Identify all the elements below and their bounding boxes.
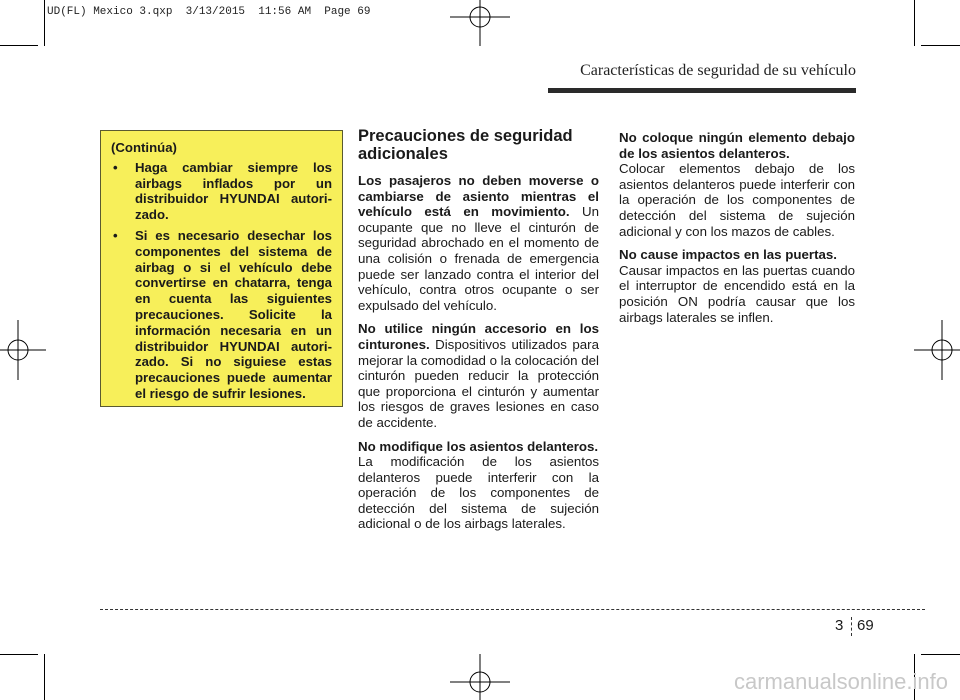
page-number: 69: [857, 617, 874, 634]
paragraph: No modifique los asientos delanteros. La modificación de los asientos delanteros puede interferir con la operación de los componentes de detección del sistema de sujeción adicional o de los airbags laterales.: [358, 438, 599, 532]
crop-mark-br-h: [921, 654, 960, 655]
registration-mark-top-icon: [450, 0, 510, 46]
print-slug: UD(FL) Mexico 3.qxp 3/13/2015 11:56 AM Page 69: [47, 6, 371, 18]
crop-mark-tr-v: [914, 0, 915, 46]
registration-mark-right-icon: [914, 320, 960, 380]
footer-rule: [100, 609, 925, 610]
section-title: Características de seguridad de su vehículo: [580, 62, 856, 79]
warning-callout: [100, 130, 343, 407]
watermark: carmanualsonline.info: [733, 669, 948, 694]
crop-mark-bl-h: [0, 654, 38, 655]
registration-mark-bottom-icon: [450, 654, 510, 700]
registration-mark-left-icon: [0, 320, 46, 380]
page-number-separator: [851, 617, 852, 636]
paragraph: No coloque ningún elemento debajo de los asientos delanteros. Colocar elementos debajo de los asientos delanteros puede interferir con la operación de los componentes de detección del sistema de sujeción adicional y con los mazos de cables.: [619, 130, 855, 239]
chapter-number: 3: [835, 617, 844, 634]
callout-continued-label: (Continúa): [111, 140, 177, 155]
crop-mark-tr-h: [921, 45, 960, 46]
paragraph: Los pasajeros no deben moverse o cambiarse de asiento mientras el vehículo está en movimiento. Un ocupante que no lleve el cinturón de seguridad abrochado en el momento de una colisión o frenada de emergencia puede ser lanzado contra el interior del vehículo, contra otros ocupante o ser expulsado del vehículo.: [358, 173, 599, 313]
paragraph: No utilice ningún accesorio en los cinturones. Dispositivos utilizados para mejorar la comodidad o la colocación del cinturón pueden reducir la protección que proporciona el cinturón y aumentar los riesgos de graves lesiones en caso de accidente.: [358, 321, 599, 430]
callout-item: • Si es necesario desechar los componentes del sistema de airbag o si el vehículo debe convertirse en chatarra, tenga en cuenta las siguientes precauciones. Solicite la información necesaria en un distribuidor HYUNDAI autori-zado. Si no siguiese estas precauciones puede aumentar el riesgo de sufrir lesiones.: [113, 227, 332, 401]
bullet-icon: •: [113, 159, 118, 175]
callout-item: • Haga cambiar siempre los airbags inflados por un distribuidor HYUNDAI autori-zado.: [113, 159, 332, 223]
crop-mark-tl-v: [44, 0, 45, 46]
bullet-icon: •: [113, 227, 118, 243]
text-column-right: [619, 130, 855, 333]
crop-mark-tl-h: [0, 45, 38, 46]
callout-list: [111, 160, 332, 402]
header-rule: [548, 88, 856, 93]
paragraph: No cause impactos en las puertas. Causar impactos en las puertas cuando el interruptor de encendido está en la posición ON podría causar que los airbags laterales se inflen.: [619, 247, 855, 325]
text-column-middle: [358, 128, 599, 540]
section-heading: Precauciones de seguridad adicionales: [358, 127, 573, 163]
crop-mark-bl-v: [44, 654, 45, 700]
